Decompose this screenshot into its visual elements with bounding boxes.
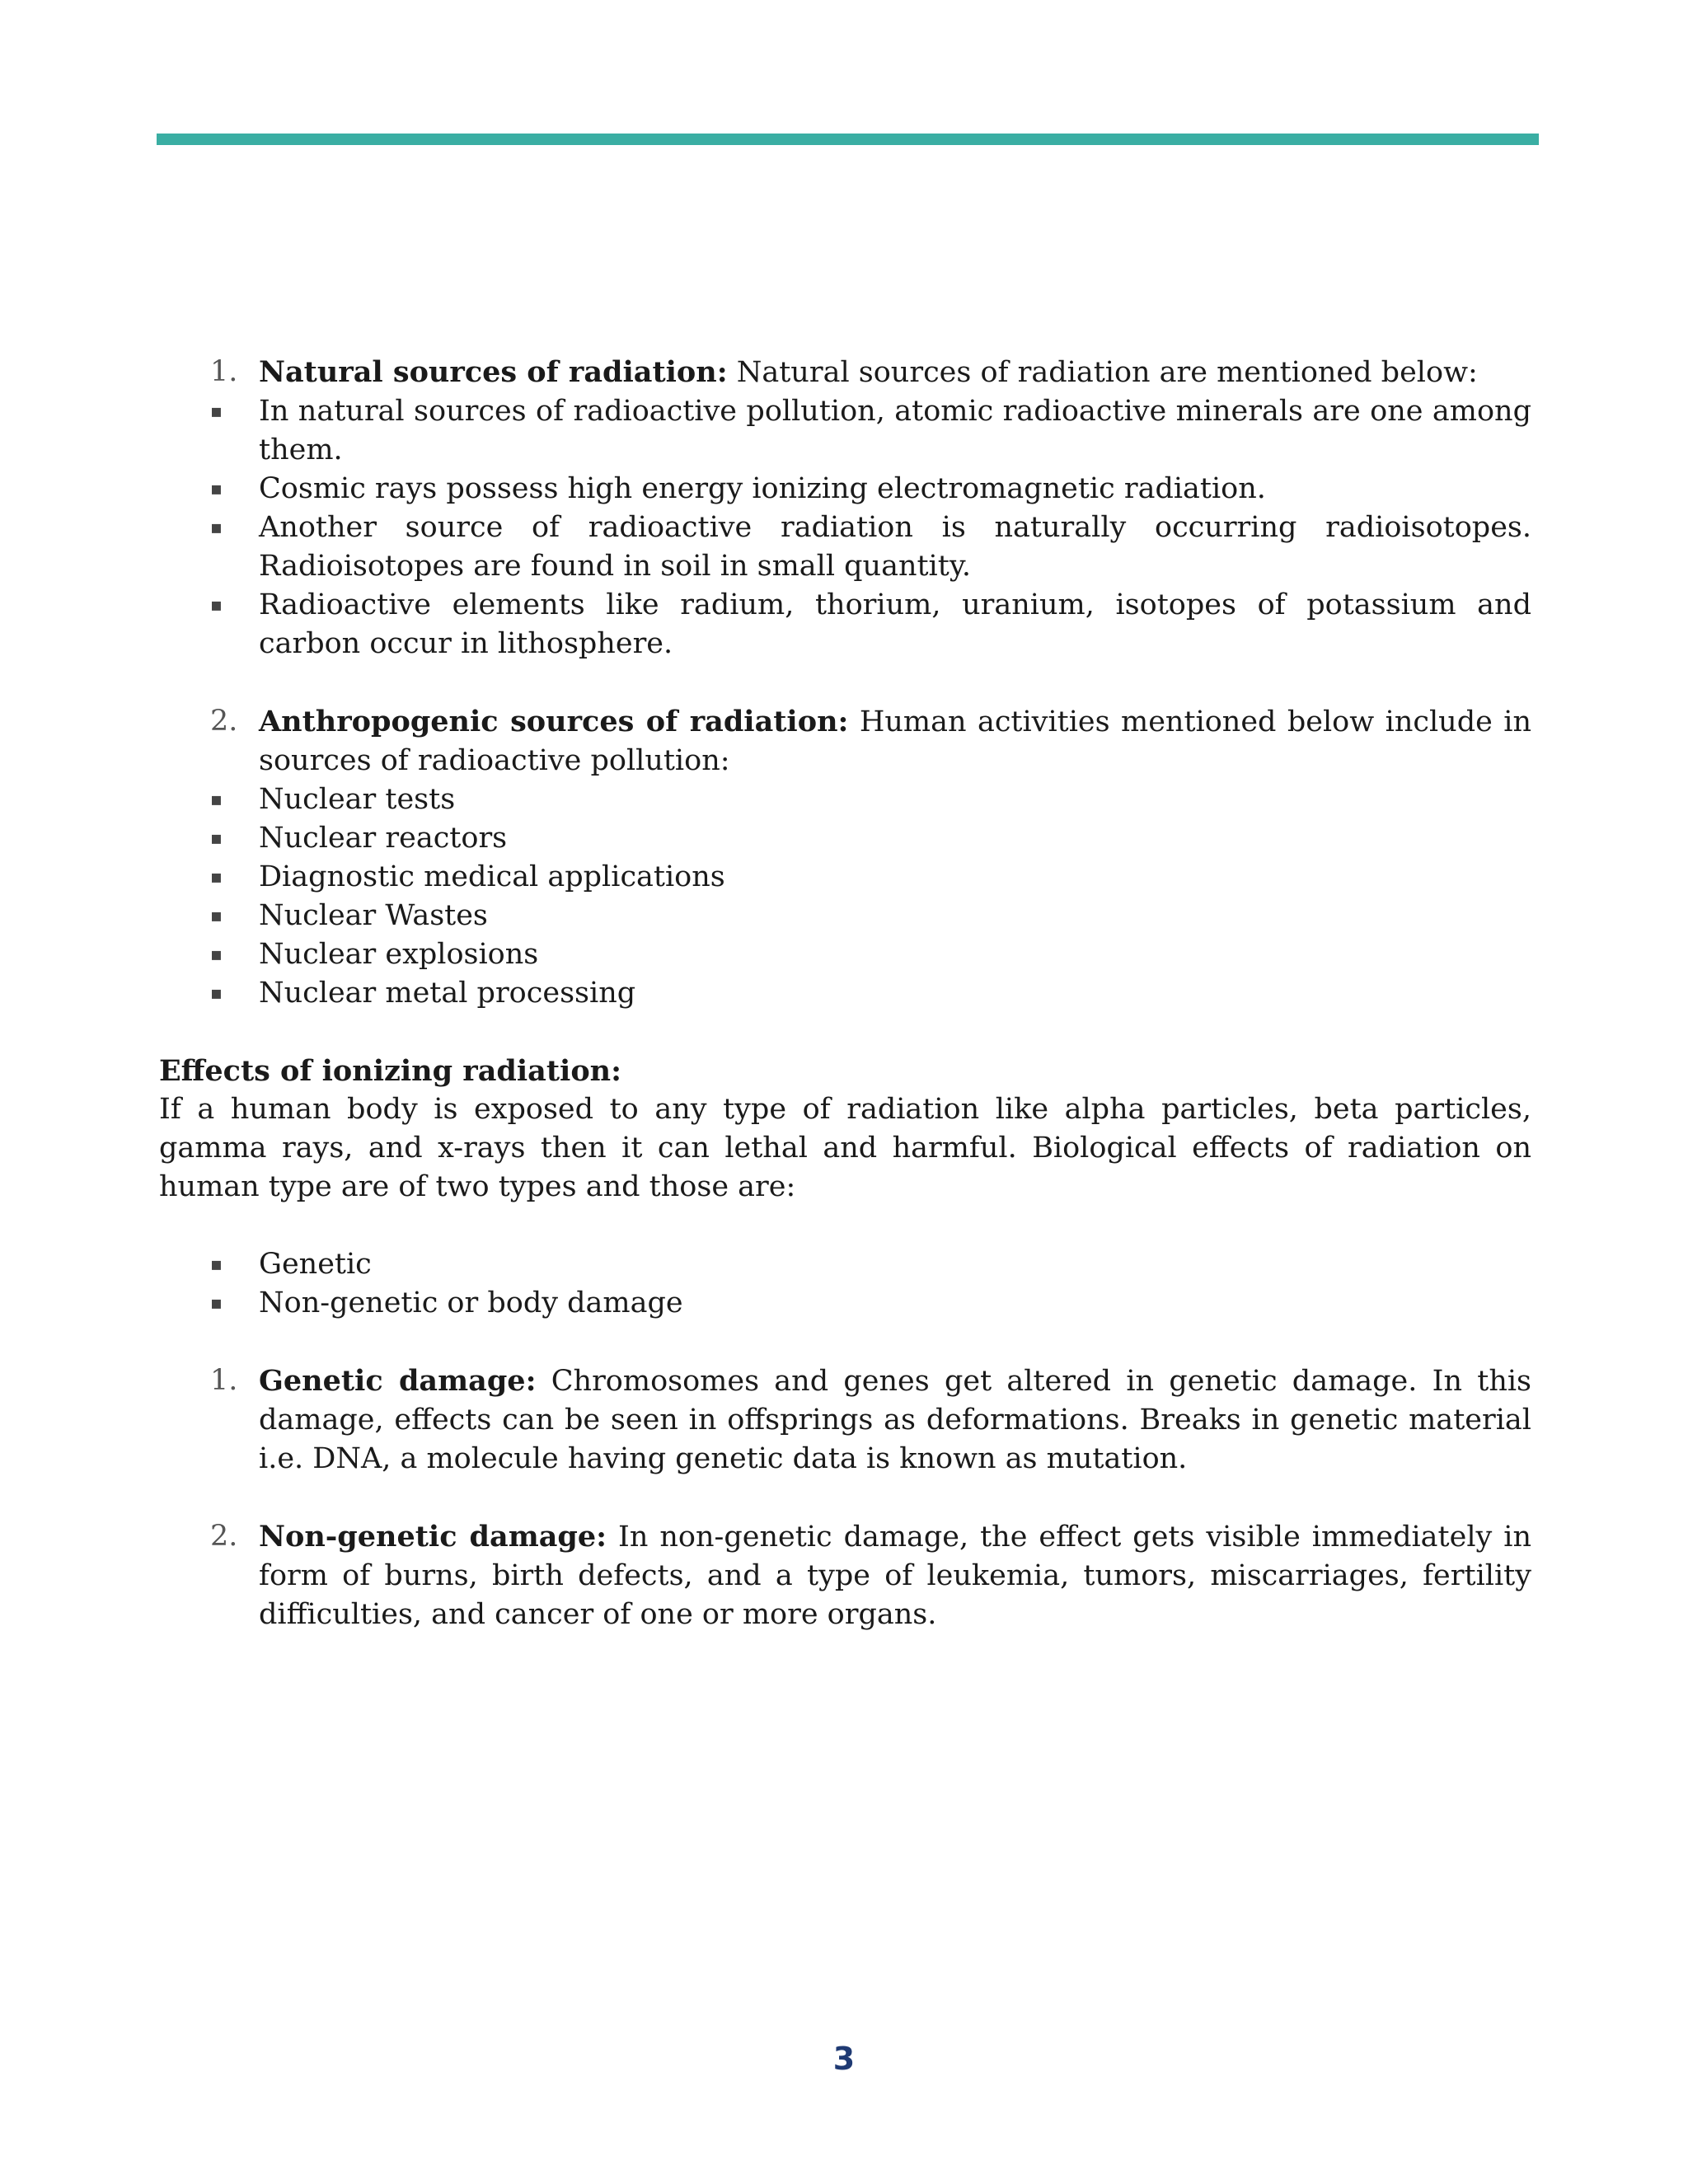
list-item xyxy=(159,1245,1531,1284)
list-item-text: In natural sources of radioactive pollution, atomic radioactive minerals are one among them. xyxy=(259,395,1531,466)
list-item xyxy=(159,858,1531,897)
list-item xyxy=(159,819,1531,858)
bullet-icon: ▪ xyxy=(210,479,223,499)
numbered-item-non-genetic-damage xyxy=(159,1517,1531,1634)
list-item-text: Diagnostic medical applications xyxy=(259,860,725,893)
list-item xyxy=(159,509,1531,586)
spacer xyxy=(159,1207,1531,1245)
list-item-text: Cosmic rays possess high energy ionizing electromagnetic radiation. xyxy=(259,472,1266,505)
list-item-text: Non-genetic or body damage xyxy=(259,1286,683,1319)
page-number: 3 xyxy=(832,2041,856,2077)
bullet-icon: ▪ xyxy=(210,944,223,965)
list-number: 2. xyxy=(210,705,238,738)
bullet-icon: ▪ xyxy=(210,1254,223,1275)
bullet-icon: ▪ xyxy=(210,790,223,810)
list-item xyxy=(159,935,1531,974)
list-number: 2. xyxy=(210,1520,238,1553)
list-item-text: Nuclear reactors xyxy=(259,822,508,855)
bullet-icon: ▪ xyxy=(210,906,223,926)
numbered-item-genetic-damage xyxy=(159,1361,1531,1479)
bullet-icon: ▪ xyxy=(210,828,223,849)
spacer xyxy=(159,1013,1531,1052)
list-item xyxy=(159,586,1531,663)
item-text: Chromosomes and genes get altered in genetic damage. In this damage, effects can be seen in offsprings as deformations. Breaks in genetic material i.e. DNA, a molecule having genetic data is known as mutation. xyxy=(259,1365,1532,1475)
bullet-icon: ▪ xyxy=(210,983,223,1004)
item-title: Genetic damage: xyxy=(259,1364,537,1398)
item-intro: Human activities mentioned below include in sources of radioactive pollution: xyxy=(259,705,1531,777)
item-title: Non-genetic damage: xyxy=(259,1520,607,1554)
item-intro: Natural sources of radiation are mentioned below: xyxy=(727,356,1478,389)
numbered-item-anthropogenic-sources xyxy=(159,702,1531,780)
bullet-icon: ▪ xyxy=(210,595,223,616)
list-item xyxy=(159,974,1531,1013)
list-item-text: Nuclear tests xyxy=(259,783,456,816)
bullet-icon: ▪ xyxy=(210,1293,223,1314)
list-item-text: Nuclear Wastes xyxy=(259,899,488,932)
header-rule xyxy=(157,134,1539,145)
list-item xyxy=(159,1284,1531,1323)
list-item xyxy=(159,780,1531,819)
list-item xyxy=(159,470,1531,509)
list-item-text: Genetic xyxy=(259,1248,372,1281)
item-title: Natural sources of radiation: xyxy=(259,355,728,389)
spacer xyxy=(159,1479,1531,1517)
list-item-text: Radioactive elements like radium, thorium, uranium, isotopes of potassium and carbon occur in lithosphere. xyxy=(259,588,1531,660)
list-item-text: Nuclear explosions xyxy=(259,938,539,971)
list-item-text: Nuclear metal processing xyxy=(259,977,636,1010)
bullet-icon: ▪ xyxy=(210,401,223,422)
list-number: 1. xyxy=(210,1364,238,1397)
list-item-text: Another source of radioactive radiation is naturally occurring radioisotopes. Radioisotopes are found in soil in small quantity. xyxy=(259,511,1531,583)
bullet-icon: ▪ xyxy=(210,518,223,538)
item-text: In non-genetic damage, the effect gets visible immediately in form of burns, birth defects, and a type of leukemia, tumors, miscarriages, fertility difficulties, and cancer of one or more organs. xyxy=(259,1521,1531,1631)
numbered-item-natural-sources xyxy=(159,353,1531,392)
section-paragraph: If a human body is exposed to any type of radiation like alpha particles, beta particles, gamma rays, and x-rays then it can lethal and harmful. Biological effects of radiation on human type are of two types and those are: xyxy=(159,1093,1531,1203)
spacer xyxy=(159,663,1531,702)
document-body xyxy=(159,353,1531,1634)
list-item xyxy=(159,897,1531,935)
list-number: 1. xyxy=(210,355,238,388)
list-item xyxy=(159,392,1531,470)
spacer xyxy=(159,1323,1531,1361)
bullet-icon: ▪ xyxy=(210,867,223,888)
section-heading: Effects of ionizing radiation: xyxy=(159,1054,622,1088)
item-title: Anthropogenic sources of radiation: xyxy=(259,705,849,738)
